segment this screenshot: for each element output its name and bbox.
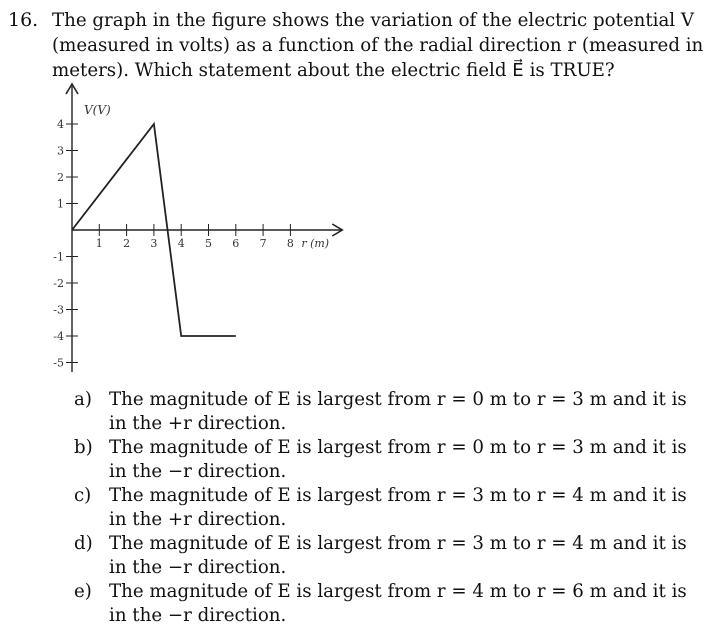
option-text-cont: in the −r direction. [109,605,287,626]
x-tick-label: 2 [123,237,131,250]
option-letter: c) [74,485,92,506]
option-text-cont: in the −r direction. [109,557,287,578]
question-stem [52,8,704,83]
x-tick-label: 3 [150,237,158,250]
x-tick-label: 8 [286,237,294,250]
y-tick-label: 3 [57,144,64,158]
option-text: The magnitude of E is largest from r = 3 m to r = 4 m and it is [109,485,687,506]
y-axis-label: V(V) [84,103,111,117]
option-text: The magnitude of E is largest from r = 0 m to r = 3 m and it is [109,437,687,458]
option-a[interactable] [74,388,694,436]
x-axis-label: r (m) [301,237,330,250]
y-tick-label: -5 [53,356,64,370]
x-tick-label: 1 [95,237,103,250]
question-number: 16. [8,9,39,31]
graph-labels [53,103,329,370]
answer-options [74,388,694,628]
y-tick-label: 1 [57,197,64,211]
option-text-cont: in the +r direction. [109,413,287,434]
option-text-cont: in the +r direction. [109,509,287,530]
option-text-cont: in the −r direction. [109,461,287,482]
option-letter: a) [74,389,92,410]
y-tick-label: -2 [53,277,64,290]
option-d[interactable] [74,532,694,580]
option-text: The magnitude of E is largest from r = 0 m to r = 3 m and it is [109,389,687,410]
x-tick-label: 6 [232,237,240,250]
stem-line: The graph in the figure shows the variation of the electric potential V [52,10,695,31]
option-e[interactable] [74,580,694,628]
stem-line: meters). Which statement about the electric field E⃗ is TRUE? [52,60,615,81]
x-tick-label: 4 [177,237,185,250]
option-letter: e) [74,581,92,602]
y-tick-label: -4 [53,330,64,343]
y-tick-label: -1 [53,250,64,264]
option-text: The magnitude of E is largest from r = 4 m to r = 6 m and it is [109,581,687,602]
option-text: The magnitude of E is largest from r = 3 m to r = 4 m and it is [109,533,687,554]
y-tick-label: -3 [53,303,64,317]
stem-line: (measured in volts) as a function of the radial direction r (measured in [52,35,704,56]
potential-graph [40,82,370,372]
x-tick-label: 7 [259,237,267,250]
option-b[interactable] [74,436,694,484]
y-tick-label: 4 [57,118,64,131]
graph-axes [66,84,342,372]
y-tick-label: 2 [57,171,64,184]
option-letter: b) [74,437,93,458]
x-tick-label: 5 [205,237,212,250]
option-c[interactable] [74,484,694,532]
option-letter: d) [74,533,93,554]
